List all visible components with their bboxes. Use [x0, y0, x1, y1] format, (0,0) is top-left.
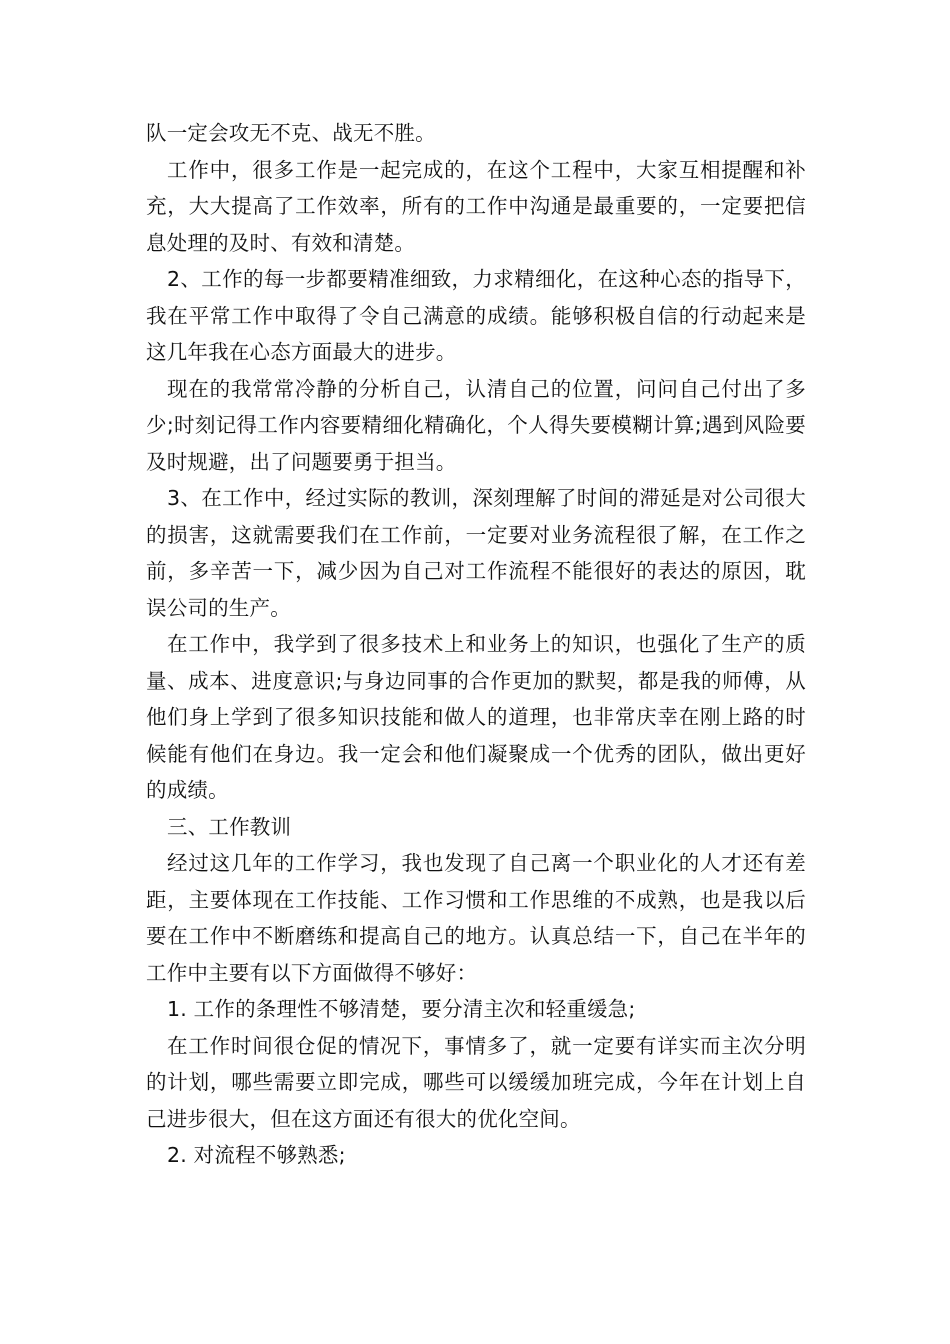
- paragraph-knowledge: 在工作中，我学到了很多技术上和业务上的知识，也强化了生产的质量、成本、进度意识;与身边同事的合作更加的默契，都是我的师傅，从他们身上学到了很多知识技能和做人的道理，也非常庆幸在刚上路的时候能有他们在身边。我一定会和他们凝聚成一个优秀的团队，做出更好的成绩。: [146, 632, 806, 802]
- paragraph-self-analysis: 现在的我常常冷静的分析自己，认清自己的位置，问问自己付出了多少;时刻记得工作内容要精细化精确化，个人得失要模糊计算;遇到风险要及时规避，出了问题要勇于担当。: [146, 376, 806, 474]
- section-heading-lessons: 三、工作教训: [167, 814, 292, 839]
- paragraph-teamwork: 工作中，很多工作是一起完成的，在这个工程中，大家互相提醒和补充，大大提高了工作效率，所有的工作中沟通是最重要的，一定要把信息处理的及时、有效和清楚。: [146, 157, 806, 255]
- paragraph-point-2: 2、工作的每一步都要精准细致，力求精细化，在这种心态的指导下，我在平常工作中取得了令自己满意的成绩。能够积极自信的行动起来是这几年我在心态方面最大的进步。: [146, 267, 806, 364]
- paragraph-continuation: 队一定会攻无不克、战无不胜。: [146, 121, 436, 145]
- list-item-2: 2. 对流程不够熟悉;: [167, 1143, 346, 1167]
- list-item-1: 1. 工作的条理性不够清楚，要分清主次和轻重缓急;: [167, 997, 636, 1021]
- document-body: [146, 115, 806, 1174]
- paragraph-planning: 在工作时间很仓促的情况下，事情多了，就一定要有详实而主次分明的计划，哪些需要立即完成，哪些可以缓缓加班完成，今年在计划上自己进步很大，但在这方面还有很大的优化空间。: [146, 1033, 806, 1131]
- paragraph-point-3: 3、在工作中，经过实际的教训，深刻理解了时间的滞延是对公司很大的损害，这就需要我们在工作前，一定要对业务流程很了解，在工作之前，多辛苦一下，减少因为自己对工作流程不能很好的表达的原因，耽误公司的生产。: [146, 486, 806, 620]
- paragraph-lessons-intro: 经过这几年的工作学习，我也发现了自己离一个职业化的人才还有差距，主要体现在工作技能、工作习惯和工作思维的不成熟，也是我以后要在工作中不断磨练和提高自己的地方。认真总结一下，自己在半年的工作中主要有以下方面做得不够好：: [146, 851, 806, 985]
